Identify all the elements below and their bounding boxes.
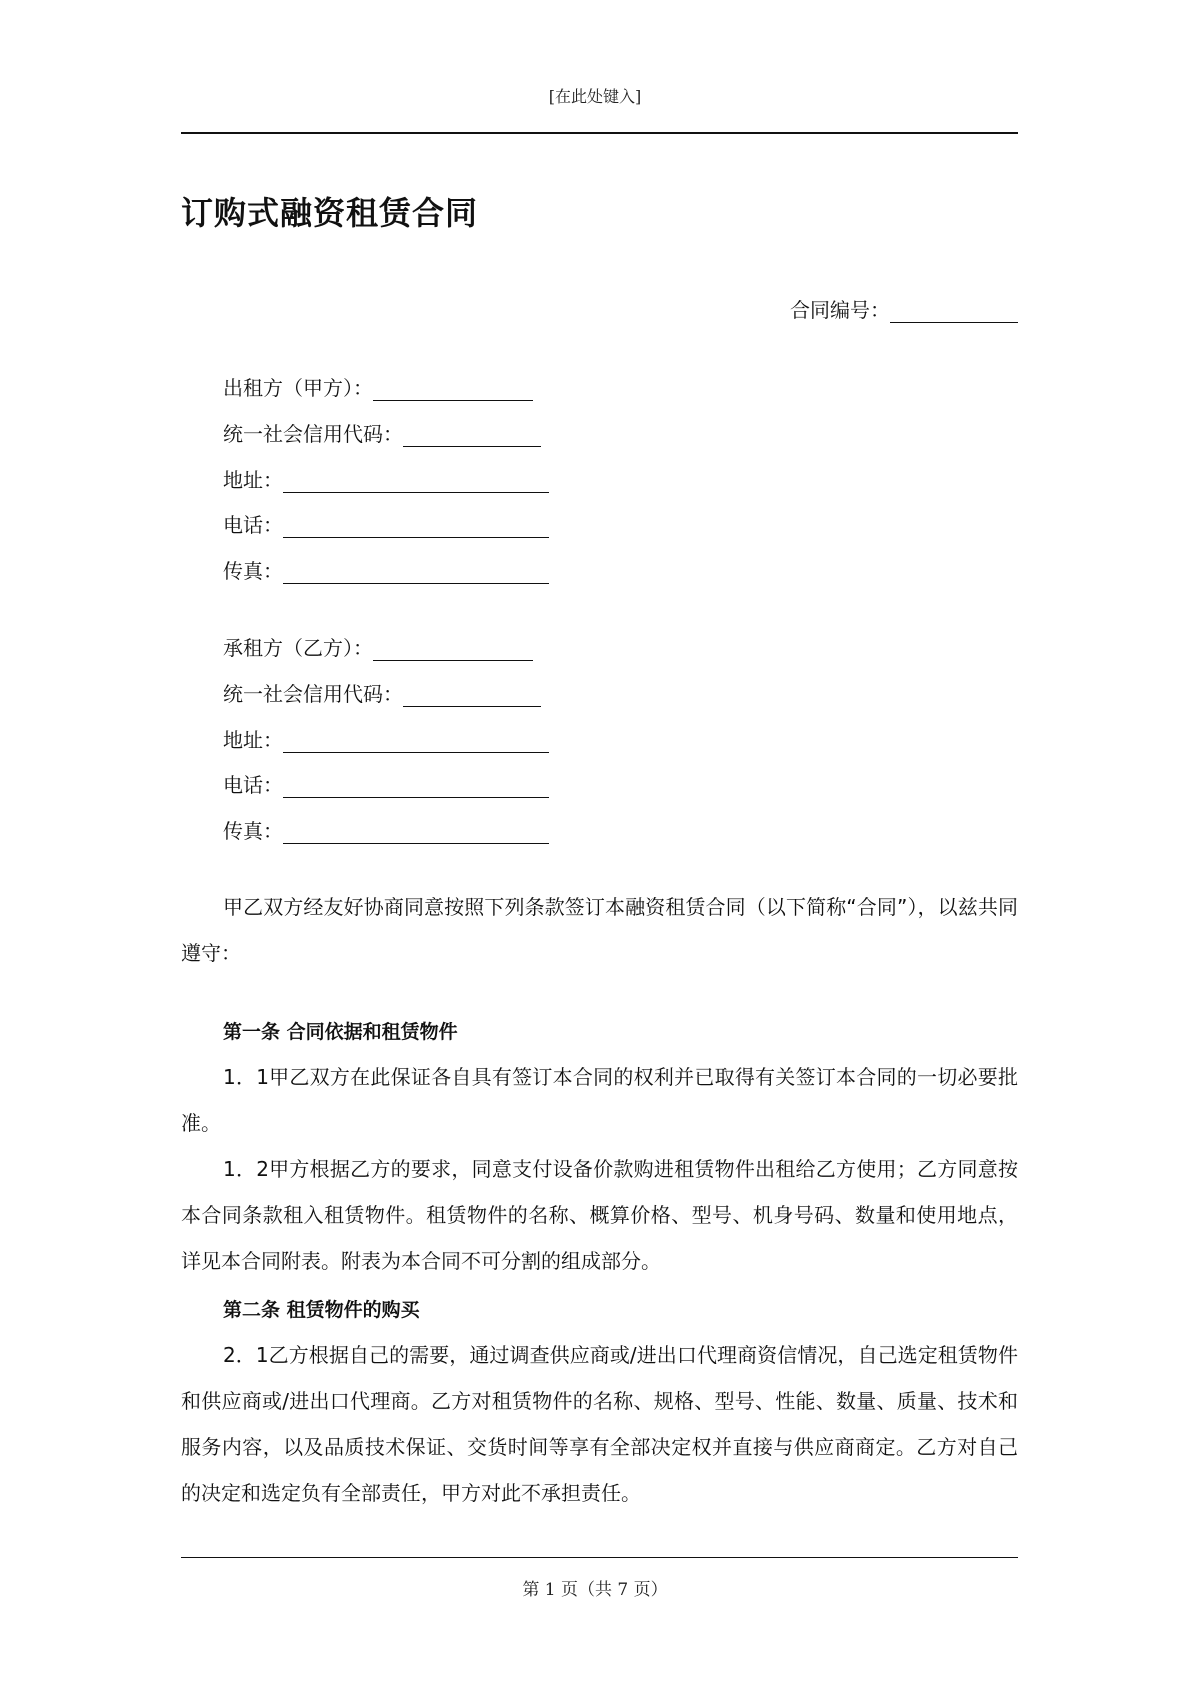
lessor-credit-code-label: 统一社会信用代码： <box>223 422 403 446</box>
lessee-credit-code-blank <box>403 686 541 707</box>
lessee-phone-blank <box>283 777 549 798</box>
lessor-phone-line <box>223 512 549 538</box>
lessee-name-line <box>223 635 533 661</box>
lessor-phone-label: 电话： <box>223 513 283 537</box>
contract-number-blank <box>890 302 1018 323</box>
lessee-address-line <box>223 727 549 753</box>
lessor-fax-line <box>223 558 549 584</box>
lessor-address-line <box>223 467 549 493</box>
lessor-name-line <box>223 375 533 401</box>
lessor-address-label: 地址： <box>223 468 283 492</box>
lessor-credit-code-line <box>223 421 541 447</box>
page-header: [在此处键入] <box>548 87 642 106</box>
lessee-fax-blank <box>283 823 549 844</box>
footer-divider <box>181 1557 1018 1558</box>
lessee-credit-code-label: 统一社会信用代码： <box>223 682 403 706</box>
contract-number-line <box>790 294 1018 323</box>
lessee-name-label: 承租方（乙方）： <box>223 636 373 660</box>
header-divider <box>181 132 1018 134</box>
lessor-name-label: 出租方（甲方）： <box>223 376 373 400</box>
lessee-address-blank <box>283 732 549 753</box>
lessee-phone-line <box>223 772 549 798</box>
lessee-name-blank <box>373 640 533 661</box>
article-2-paragraph-1: 2．1乙方根据自己的需要，通过调查供应商或/进出口代理商资信情况，自己选定租赁物件和供应商或/进出口代理商。乙方对租赁物件的名称、规格、型号、性能、数量、质量、技术和服务内容，以及品质技术保证、交货时间等享有全部决定权并直接与供应商商定。乙方对自己的决定和选定负有全部责任，甲方对此不承担责任。 <box>181 1343 1018 1505</box>
intro-paragraph: 甲乙双方经友好协商同意按照下列条款签订本融资租赁合同（以下简称“合同”），以兹共同遵守： <box>181 895 1018 965</box>
article-1-paragraph-1: 1．1甲乙双方在此保证各自具有签订本合同的权利并已取得有关签订本合同的一切必要批准。 <box>181 1065 1018 1135</box>
lessee-fax-line <box>223 818 549 844</box>
lessor-phone-blank <box>283 517 549 538</box>
lessor-fax-label: 传真： <box>223 559 283 583</box>
page-footer: 第 1 页（共 7 页） <box>522 1580 668 1600</box>
lessee-phone-label: 电话： <box>223 773 283 797</box>
lessor-address-blank <box>283 472 549 493</box>
lessor-credit-code-blank <box>403 426 541 447</box>
lessee-credit-code-line <box>223 681 541 707</box>
lessor-name-blank <box>373 380 533 401</box>
lessor-fax-blank <box>283 563 549 584</box>
document-title: 订购式融资租赁合同 <box>181 194 479 232</box>
lessee-fax-label: 传真： <box>223 819 283 843</box>
article-1-title: 第一条 合同依据和租赁物件 <box>223 1021 458 1043</box>
article-1-paragraph-2: 1．2甲方根据乙方的要求，同意支付设备价款购进租赁物件出租给乙方使用；乙方同意按本合同条款租入租赁物件。租赁物件的名称、概算价格、型号、机身号码、数量和使用地点，详见本合同附表。附表为本合同不可分割的组成部分。 <box>181 1157 1018 1273</box>
article-2-title: 第二条 租赁物件的购买 <box>223 1299 420 1321</box>
lessee-address-label: 地址： <box>223 728 283 752</box>
contract-number-label: 合同编号： <box>790 298 890 322</box>
